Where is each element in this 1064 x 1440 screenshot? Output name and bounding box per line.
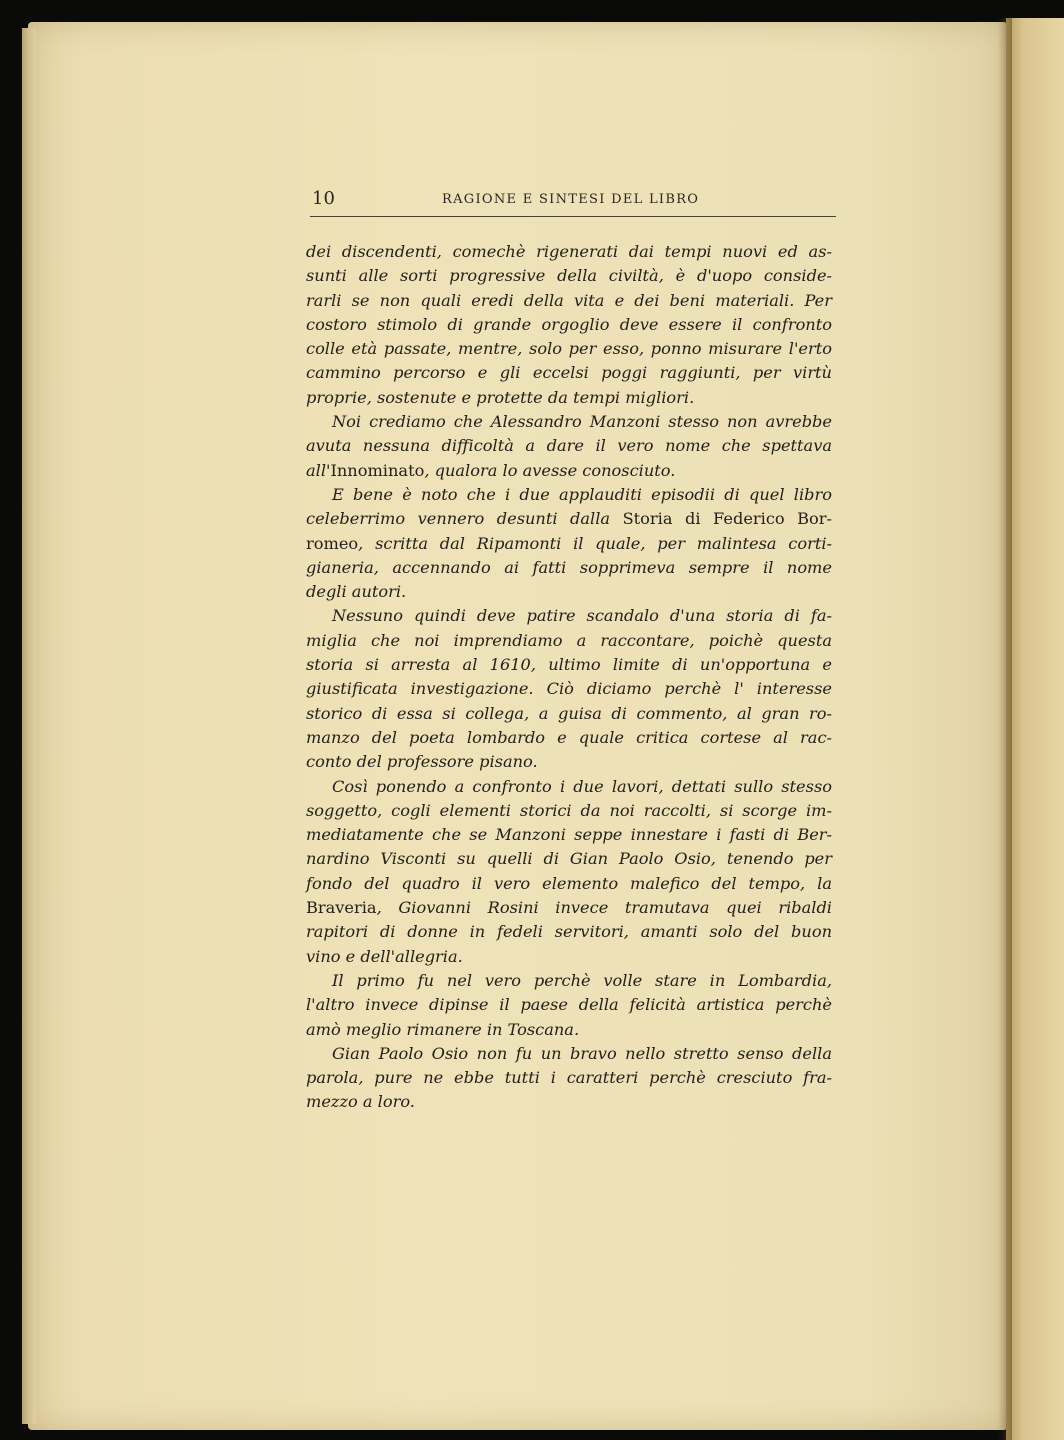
italic-text: sunti alle sorti progressive della civiltà, è d'uopo conside- [306, 266, 832, 286]
italic-text: soggetto, cogli elementi storici da noi raccolti, si scorge im- [306, 800, 832, 820]
roman-text: romeo [306, 533, 359, 553]
text-line [306, 410, 832, 434]
text-line [306, 945, 832, 969]
text-line [306, 1018, 832, 1042]
italic-text: vino e dell'allegria. [306, 946, 463, 966]
text-line [306, 361, 832, 385]
italic-text: mezzo a loro. [306, 1092, 415, 1112]
italic-text: celeberrimo vennero desunti dalla [306, 509, 623, 529]
italic-text: fondo del quadro il vero elemento malefico del tempo, la [306, 873, 832, 893]
italic-text: all' [306, 460, 331, 480]
text-line [306, 969, 832, 993]
text-line [306, 775, 832, 799]
italic-text: storia si arresta al 1610, ultimo limite di un'opportuna e [306, 655, 832, 675]
italic-text: Gian Paolo Osio non fu un bravo nello stretto senso della [332, 1043, 832, 1063]
italic-text: storico di essa si collega, a guisa di commento, al gran ro- [306, 703, 832, 723]
italic-text: avuta nessuna difficoltà a dare il vero nome che spettava [306, 436, 832, 456]
text-line [306, 313, 832, 337]
text-line [306, 920, 832, 944]
italic-text: giustificata investigazione. Ciò diciamo perchè l' interesse [306, 679, 832, 699]
italic-text: costoro stimolo di grande orgoglio deve essere il confronto [306, 314, 832, 334]
italic-text: l'altro invece dipinse il paese della felicità artistica perchè [306, 995, 832, 1015]
italic-text: rapitori di donne in fedeli servitori, amanti solo del buon [306, 922, 832, 942]
roman-text: Innominato [330, 460, 425, 480]
italic-text: gianeria, accennando ai fatti sopprimeva sempre il nome [306, 557, 832, 577]
italic-text: Nessuno quindi deve patire scandalo d'una storia di fa- [332, 606, 832, 626]
page-number: 10 [312, 188, 335, 209]
italic-text: Così ponendo a confronto i due lavori, dettati sullo stesso [332, 776, 832, 796]
roman-text: Braveria [306, 898, 377, 918]
italic-text: proprie, sostenute e protette da tempi migliori. [306, 387, 695, 407]
italic-text: degli autori. [306, 582, 407, 602]
text-line [306, 264, 832, 288]
text-line [306, 604, 832, 628]
text-line [306, 1090, 832, 1114]
roman-text: Storia di Federico Bor- [622, 509, 832, 529]
paragraph [306, 604, 832, 774]
text-line [306, 823, 832, 847]
running-head: RAGIONE E SINTESI DEL LIBRO [442, 192, 700, 207]
italic-text: rarli se non quali eredi della vita e dei beni materiali. Per [306, 290, 832, 310]
paragraph [306, 410, 832, 483]
text-line [306, 1042, 832, 1066]
italic-text: nardino Visconti su quelli di Gian Paolo Osio, tenendo per [306, 849, 832, 869]
text-line [306, 580, 832, 604]
paragraph [306, 483, 832, 604]
text-line [306, 872, 832, 896]
text-line [306, 847, 832, 871]
text-line [306, 556, 832, 580]
text-line [306, 532, 832, 556]
italic-text: , scritta dal Ripamonti il quale, per malintesa corti- [358, 533, 832, 553]
text-line [306, 896, 832, 920]
italic-text: E bene è noto che i due applauditi episodii di quel libro [332, 484, 832, 504]
text-line [306, 993, 832, 1017]
text-line [306, 677, 832, 701]
italic-text: , qualora lo avesse conosciuto. [424, 460, 676, 480]
italic-text: conto del professore pisano. [306, 752, 538, 772]
italic-text: Noi crediamo che Alessandro Manzoni stesso non avrebbe [332, 412, 832, 432]
italic-text: amò meglio rimanere in Toscana. [306, 1019, 580, 1039]
text-line [306, 750, 832, 774]
text-line [306, 507, 832, 531]
italic-text: manzo del poeta lombardo e quale critica cortese al rac- [306, 727, 832, 747]
italic-text: dei discendenti, comechè rigenerati dai tempi nuovi ed as- [306, 242, 832, 261]
italic-text: cammino percorso e gli eccelsi poggi raggiunti, per virtù [306, 363, 832, 383]
paragraph [306, 969, 832, 1042]
text-line [306, 240, 832, 264]
paragraph [306, 775, 832, 969]
text-line [306, 289, 832, 313]
text-line [306, 434, 832, 458]
text-line [306, 1066, 832, 1090]
italic-text: miglia che noi imprendiamo a raccontare, poichè questa [306, 630, 832, 650]
text-line [306, 629, 832, 653]
page-header [310, 188, 836, 217]
text-line [306, 459, 832, 483]
facing-page-edge [1006, 18, 1064, 1440]
text-line [306, 653, 832, 677]
italic-text: , Giovanni Rosini invece tramutava quei ribaldi [376, 898, 832, 918]
text-line [306, 702, 832, 726]
italic-text: Il primo fu nel vero perchè volle stare in Lombardia, [332, 970, 832, 990]
body-text [306, 240, 832, 1115]
paragraph [306, 240, 832, 410]
text-line [306, 799, 832, 823]
text-line [306, 483, 832, 507]
paragraph [306, 1042, 832, 1115]
italic-text: mediatamente che se Manzoni seppe innestare i fasti di Ber- [306, 825, 832, 845]
text-line [306, 386, 832, 410]
gutter-shadow [998, 18, 1012, 1440]
text-line [306, 337, 832, 361]
page-stack-edge [22, 28, 36, 1424]
italic-text: colle età passate, mentre, solo per esso, ponno misurare l'erto [306, 339, 832, 359]
italic-text: parola, pure ne ebbe tutti i caratteri perchè cresciuto fra- [306, 1068, 832, 1088]
text-line [306, 726, 832, 750]
